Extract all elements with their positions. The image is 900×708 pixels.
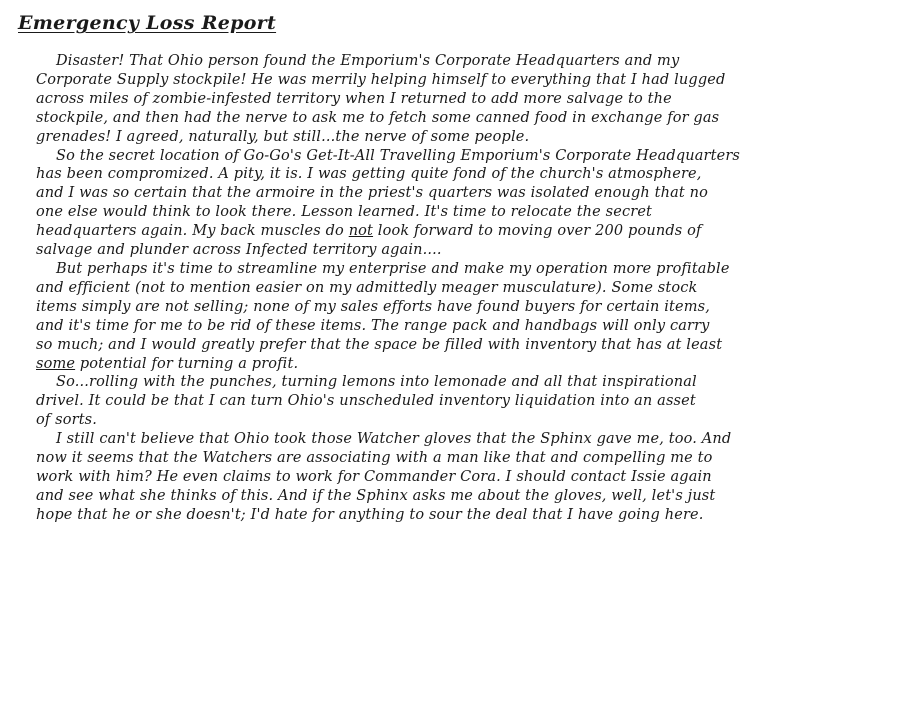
text-line: salvage and plunder across Infected territory again.... xyxy=(36,242,442,259)
text-line: one else would think to look there. Lesson learned. It's time to relocate the secret xyxy=(36,204,653,221)
text-line xyxy=(36,222,876,241)
text-line: So...rolling with the punches, turning lemons into lemonade and all that inspirational xyxy=(56,374,697,391)
text-line: and I was so certain that the armoire in the priest's quarters was isolated enough that no xyxy=(36,185,708,202)
text-segment: look forward to moving over 200 pounds of xyxy=(373,223,702,240)
text-segment: headquarters again. My back muscles do xyxy=(36,223,349,240)
document-title: Emergency Loss Report xyxy=(18,12,277,34)
underlined-word: some xyxy=(36,355,76,372)
text-line xyxy=(36,355,876,374)
document-body xyxy=(36,52,876,525)
text-line: grenades! I agreed, naturally, but still...the nerve of some people. xyxy=(36,128,530,145)
text-line: work with him? He even claims to work for Commander Cora. I should contact Issie again xyxy=(36,468,712,485)
text-line: items simply are not selling; none of my sales efforts have found buyers for certain items, xyxy=(36,298,711,315)
text-line: and efficient (not to mention easier on my admittedly meager musculature). Some stock xyxy=(36,279,698,296)
text-line: So the secret location of Go-Go's Get-It-All Travelling Emporium's Corporate Headquarters xyxy=(56,147,741,164)
text-line: and it's time for me to be rid of these items. The range pack and handbags will only carry xyxy=(36,317,710,334)
text-line: of sorts. xyxy=(36,412,98,429)
text-segment: potential for turning a profit. xyxy=(75,355,299,372)
text-line: now it seems that the Watchers are associating with a man like that and compelling me to xyxy=(36,450,713,467)
text-line: and see what she thinks of this. And if the Sphinx asks me about the gloves, well, let's just xyxy=(36,487,716,504)
text-line: drivel. It could be that I can turn Ohio's unscheduled inventory liquidation into an asset xyxy=(36,393,696,410)
text-line: I still can't believe that Ohio took those Watcher gloves that the Sphinx gave me, too. And xyxy=(56,431,732,448)
text-line: Corporate Supply stockpile! He was merrily helping himself to everything that I had lugged xyxy=(36,71,726,88)
text-line: hope that he or she doesn't; I'd hate for anything to sour the deal that I have going here. xyxy=(36,506,704,523)
text-line: across miles of zombie-infested territory when I returned to add more salvage to the xyxy=(36,90,672,107)
text-line: has been compromized. A pity, it is. I was getting quite fond of the church's atmosphere, xyxy=(36,166,702,183)
text-line: Disaster! That Ohio person found the Emporium's Corporate Headquarters and my xyxy=(56,53,680,69)
text-line: so much; and I would greatly prefer that the space be filled with inventory that has at least xyxy=(36,336,723,353)
underlined-word: not xyxy=(348,223,374,240)
text-line: But perhaps it's time to streamline my enterprise and make my operation more profitable xyxy=(56,260,730,277)
text-line: stockpile, and then had the nerve to ask me to fetch some canned food in exchange for gas xyxy=(36,109,720,126)
